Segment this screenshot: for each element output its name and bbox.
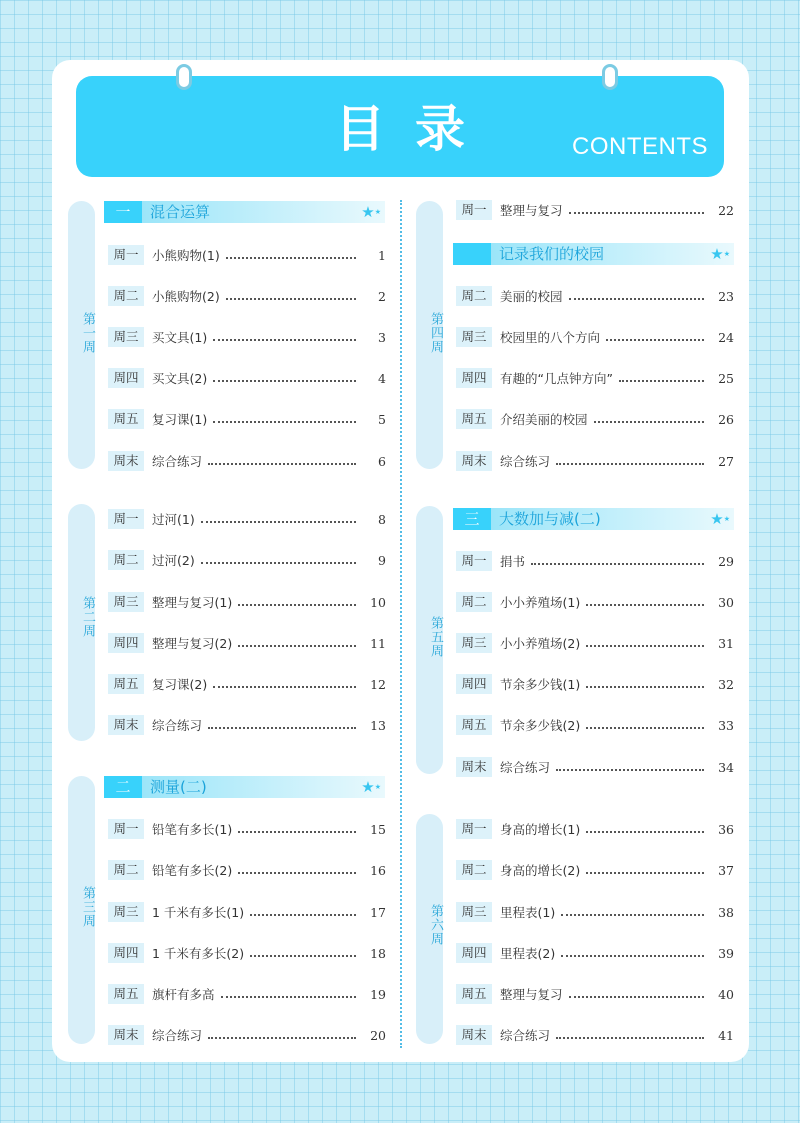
toc-entry[interactable] [108, 714, 386, 736]
dot-leader [201, 521, 356, 523]
week-label-1: 第一周 [80, 312, 95, 354]
toc-day: 周末 [108, 1025, 144, 1045]
toc-lesson: 小小养殖场(2) [500, 636, 581, 651]
dot-leader [250, 914, 356, 916]
dot-leader [619, 380, 704, 382]
toc-day: 周末 [108, 715, 144, 735]
toc-day: 周末 [108, 451, 144, 471]
toc-page: 8 [378, 511, 386, 527]
dot-leader [213, 686, 356, 688]
star-icon: ★★ [361, 203, 381, 221]
toc-page: 10 [370, 594, 386, 610]
toc-day: 周二 [456, 286, 492, 306]
toc-day: 周三 [108, 902, 144, 922]
toc-lesson: 买文具(1) [152, 330, 208, 345]
toc-lesson: 身高的增长(2) [500, 863, 581, 878]
toc-page: 32 [718, 676, 734, 692]
toc-entry[interactable] [456, 818, 734, 840]
dot-leader [226, 257, 356, 259]
toc-lesson: 综合练习 [500, 760, 551, 775]
page-subtitle: CONTENTS [572, 133, 708, 160]
toc-page: 37 [718, 862, 734, 878]
toc-page: 15 [370, 821, 386, 837]
dot-leader [238, 604, 356, 606]
unit-header-4 [453, 508, 734, 530]
toc-entry[interactable] [456, 285, 734, 307]
toc-page: 30 [718, 594, 734, 610]
dot-leader [556, 1037, 704, 1039]
dot-leader [208, 727, 356, 729]
toc-day: 周五 [456, 715, 492, 735]
toc-lesson: 小熊购物(2) [152, 289, 220, 304]
toc-lesson: 捐书 [500, 554, 526, 569]
dot-leader [221, 996, 356, 998]
toc-page: 19 [370, 986, 386, 1002]
dot-leader [556, 769, 704, 771]
toc-page: 11 [370, 635, 386, 651]
toc-lesson: 旗杆有多高 [152, 987, 215, 1002]
toc-day: 周二 [108, 550, 144, 570]
toc-page: 26 [718, 411, 734, 427]
toc-page: 2 [378, 288, 386, 304]
toc-entry[interactable] [108, 244, 386, 266]
unit-header-1 [104, 201, 385, 223]
toc-page: 40 [718, 986, 734, 1002]
toc-lesson: 整理与复习(2) [152, 636, 233, 651]
toc-day: 周四 [108, 368, 144, 388]
toc-entry[interactable] [456, 550, 734, 572]
unit-title: 混合运算 [150, 203, 211, 221]
week-label-3: 第三周 [80, 886, 95, 928]
toc-day: 周三 [456, 633, 492, 653]
toc-day: 周五 [456, 984, 492, 1004]
week-label-2: 第二周 [80, 596, 95, 638]
toc-day: 周三 [456, 327, 492, 347]
toc-day: 周三 [108, 327, 144, 347]
toc-day: 周四 [456, 368, 492, 388]
toc-entry[interactable] [108, 549, 386, 571]
toc-day: 周末 [456, 451, 492, 471]
toc-entry[interactable] [456, 983, 734, 1005]
toc-page: 17 [370, 904, 386, 920]
toc-entry[interactable] [456, 901, 734, 923]
dot-leader [213, 380, 356, 382]
toc-entry[interactable] [108, 450, 386, 472]
toc-entry[interactable] [456, 199, 734, 221]
toc-day: 周四 [108, 943, 144, 963]
dot-leader [208, 463, 356, 465]
dot-leader [606, 339, 704, 341]
toc-page: 34 [718, 759, 734, 775]
toc-lesson: 铅笔有多长(2) [152, 863, 233, 878]
dot-leader [561, 955, 704, 957]
unit-number [453, 243, 491, 265]
toc-lesson: 1 千米有多长(2) [152, 946, 245, 961]
toc-entry[interactable] [108, 632, 386, 654]
toc-entry[interactable] [456, 859, 734, 881]
toc-lesson: 铅笔有多长(1) [152, 822, 233, 837]
toc-entry[interactable] [456, 591, 734, 613]
toc-lesson: 节余多少钱(2) [500, 718, 581, 733]
toc-page: 3 [378, 329, 386, 345]
toc-day: 周末 [456, 1025, 492, 1045]
toc-lesson: 整理与复习 [500, 987, 563, 1002]
toc-day: 周二 [456, 860, 492, 880]
dot-leader [238, 872, 356, 874]
toc-entry[interactable] [108, 983, 386, 1005]
toc-lesson: 买文具(2) [152, 371, 208, 386]
toc-entry[interactable] [456, 632, 734, 654]
toc-entry[interactable] [456, 714, 734, 736]
toc-page: 1 [378, 247, 386, 263]
dot-leader [213, 421, 356, 423]
dot-leader [594, 421, 704, 423]
toc-lesson: 身高的增长(1) [500, 822, 581, 837]
dot-leader [586, 727, 704, 729]
toc-lesson: 过河(1) [152, 512, 195, 527]
toc-day: 周五 [108, 984, 144, 1004]
toc-day: 周一 [456, 819, 492, 839]
toc-page: 18 [370, 945, 386, 961]
toc-entry[interactable] [456, 942, 734, 964]
toc-lesson: 校园里的八个方向 [500, 330, 601, 345]
toc-lesson: 综合练习 [500, 1028, 551, 1043]
dot-leader [561, 914, 704, 916]
toc-day: 周五 [108, 409, 144, 429]
toc-day: 周一 [108, 819, 144, 839]
toc-page: 5 [378, 411, 386, 427]
toc-page: 31 [718, 635, 734, 651]
dot-leader [531, 563, 704, 565]
unit-number: 三 [453, 508, 491, 530]
dot-leader [586, 604, 704, 606]
toc-lesson: 节余多少钱(1) [500, 677, 581, 692]
toc-day: 周末 [456, 757, 492, 777]
toc-page: 27 [718, 453, 734, 469]
toc-entry[interactable] [456, 450, 734, 472]
unit-title: 测量(二) [150, 778, 207, 796]
toc-lesson: 综合练习 [152, 454, 203, 469]
toc-entry[interactable] [108, 859, 386, 881]
unit-number: 一 [104, 201, 142, 223]
toc-lesson: 里程表(2) [500, 946, 556, 961]
dot-leader [569, 996, 704, 998]
toc-entry[interactable] [108, 367, 386, 389]
toc-lesson: 1 千米有多长(1) [152, 905, 245, 920]
dot-leader [238, 645, 356, 647]
toc-lesson: 复习课(1) [152, 412, 208, 427]
toc-page: 4 [378, 370, 386, 386]
page-title: 目录 [335, 100, 495, 158]
toc-page: 16 [370, 862, 386, 878]
week-label-4: 第四周 [428, 312, 443, 354]
toc-page: 13 [370, 717, 386, 733]
toc-page: 29 [718, 553, 734, 569]
toc-day: 周二 [108, 286, 144, 306]
toc-lesson: 美丽的校园 [500, 289, 563, 304]
toc-entry[interactable] [456, 326, 734, 348]
toc-entry[interactable] [108, 591, 386, 613]
unit-header-3 [453, 243, 734, 265]
toc-page: 20 [370, 1027, 386, 1043]
toc-lesson: 综合练习 [152, 1028, 203, 1043]
unit-number: 二 [104, 776, 142, 798]
toc-lesson: 复习课(2) [152, 677, 208, 692]
toc-page: 23 [718, 288, 734, 304]
dot-leader [238, 831, 356, 833]
toc-entry[interactable] [456, 673, 734, 695]
binder-ring-left [176, 64, 192, 90]
toc-page: 39 [718, 945, 734, 961]
unit-title: 记录我们的校园 [499, 245, 605, 263]
toc-entry[interactable] [108, 901, 386, 923]
star-icon: ★★ [710, 510, 730, 528]
toc-lesson: 小熊购物(1) [152, 248, 220, 263]
toc-entry[interactable] [108, 1024, 386, 1046]
toc-day: 周四 [456, 943, 492, 963]
toc-page: 6 [378, 453, 386, 469]
toc-lesson: 整理与复习(1) [152, 595, 233, 610]
toc-day: 周一 [456, 551, 492, 571]
toc-page: 41 [718, 1027, 734, 1043]
column-divider [400, 200, 402, 1048]
dot-leader [201, 562, 356, 564]
toc-entry[interactable] [108, 326, 386, 348]
star-icon: ★★ [710, 245, 730, 263]
toc-day: 周三 [456, 902, 492, 922]
toc-page: 36 [718, 821, 734, 837]
dot-leader [213, 339, 356, 341]
toc-lesson: 综合练习 [500, 454, 551, 469]
toc-lesson: 里程表(1) [500, 905, 556, 920]
toc-day: 周三 [108, 592, 144, 612]
toc-day: 周五 [456, 409, 492, 429]
toc-lesson: 综合练习 [152, 718, 203, 733]
dot-leader [250, 955, 356, 957]
toc-page: 38 [718, 904, 734, 920]
toc-entry[interactable] [108, 508, 386, 530]
toc-day: 周一 [456, 200, 492, 220]
dot-leader [586, 686, 704, 688]
dot-leader [569, 298, 704, 300]
toc-day: 周二 [108, 860, 144, 880]
star-icon: ★★ [361, 778, 381, 796]
dot-leader [586, 831, 704, 833]
week-label-6: 第六周 [428, 904, 443, 946]
toc-lesson: 有趣的“几点钟方向” [500, 371, 613, 386]
unit-title: 大数加与减(二) [499, 510, 601, 528]
dot-leader [208, 1037, 356, 1039]
toc-entry[interactable] [108, 818, 386, 840]
toc-day: 周五 [108, 674, 144, 694]
toc-entry[interactable] [108, 673, 386, 695]
toc-page: 33 [718, 717, 734, 733]
toc-lesson: 整理与复习 [500, 203, 563, 218]
week-label-5: 第五周 [428, 616, 443, 658]
dot-leader [586, 645, 704, 647]
toc-page: 9 [378, 552, 386, 568]
unit-header-2 [104, 776, 385, 798]
toc-entry[interactable] [108, 942, 386, 964]
toc-entry[interactable] [108, 285, 386, 307]
toc-entry[interactable] [456, 367, 734, 389]
dot-leader [556, 463, 704, 465]
toc-day: 周四 [456, 674, 492, 694]
toc-lesson: 小小养殖场(1) [500, 595, 581, 610]
toc-entry[interactable] [456, 756, 734, 778]
toc-day: 周一 [108, 245, 144, 265]
toc-day: 周一 [108, 509, 144, 529]
toc-entry[interactable] [456, 408, 734, 430]
toc-lesson: 介绍美丽的校园 [500, 412, 588, 427]
binder-ring-right [602, 64, 618, 90]
toc-page: 25 [718, 370, 734, 386]
toc-day: 周四 [108, 633, 144, 653]
toc-page: 24 [718, 329, 734, 345]
dot-leader [586, 872, 704, 874]
toc-page: 22 [718, 202, 734, 218]
toc-day: 周二 [456, 592, 492, 612]
dot-leader [226, 298, 356, 300]
toc-lesson: 过河(2) [152, 553, 195, 568]
toc-entry[interactable] [108, 408, 386, 430]
toc-page: 12 [370, 676, 386, 692]
dot-leader [569, 212, 704, 214]
toc-entry[interactable] [456, 1024, 734, 1046]
